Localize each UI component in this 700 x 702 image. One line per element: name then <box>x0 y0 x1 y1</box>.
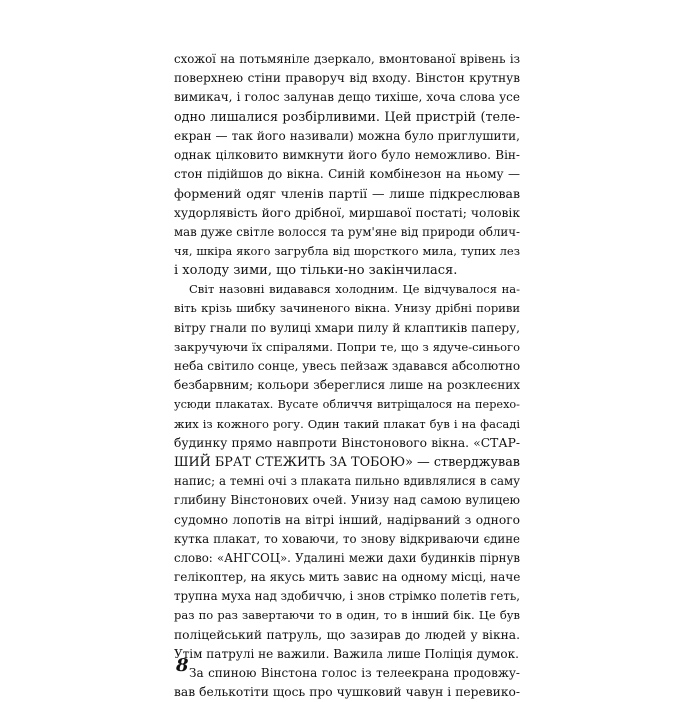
text-line: жих із кожного рогу. Один такий плакат був і на фасаді <box>174 416 520 431</box>
text-line: худорлявість його дрібної, миршавої постаті; чоловік <box>174 205 520 220</box>
text-line: раз по раз завертаючи то в один, то в інший бік. Це був <box>174 608 520 623</box>
text-line: безбарвним; кольори збереглися лише на розклеєних <box>174 378 520 393</box>
text-line: кутка плакат, то ховаючи, то знову відкриваючи єдине <box>174 531 520 546</box>
page-number: 8 <box>176 655 189 676</box>
text-line: закручуючи їх спіралями. Попри те, що з ядуче-синього <box>174 339 520 354</box>
text-line: слово: «АНГСОЦ». Удалині межи дахи будинків пірнув <box>174 550 520 565</box>
text-line: Утім патрулі не важили. Важила лише Поліція думок. <box>174 646 519 661</box>
text-line: поверхнею стіни праворуч від входу. Вінстон крутнув <box>174 71 520 86</box>
text-line: глибину Вінстонових очей. Унизу над самою вулицею <box>174 493 520 508</box>
text-line: За спиною Вінстона голос із телеекрана продовжу- <box>189 666 520 680</box>
text-line: екран — так його називали) можна було приглушити, <box>174 128 520 143</box>
text-line: мав дуже світле волосся та рум'яне від природи облич- <box>174 224 520 239</box>
text-line: і холоду зими, що тільки-но закінчилася. <box>174 263 458 279</box>
text-line: Світ назовні видавався холодним. Це відчувалося на- <box>189 282 520 297</box>
text-line: віть крізь шибку зачиненого вікна. Унизу дрібні пориви <box>174 301 520 316</box>
text-line: чя, шкіра якого загрубла від шорсткого мила, тупих лез <box>174 243 520 258</box>
text-line: стон підійшов до вікна. Синій комбінезон на ньому — <box>174 167 520 182</box>
text-line: ШИЙ БРАТ СТЕЖИТЬ ЗА ТОБОЮ» — стверджував <box>174 454 520 470</box>
text-line: поліцейський патруль, що зазирав до людей у вікна. <box>174 627 520 642</box>
text-line: трупна муха над здобиччю, і знов стрімко полетів геть, <box>174 589 520 604</box>
text-line: судомно лопотів на вітрі інший, надірваний з одного <box>174 512 520 527</box>
text-line: усюди плакатах. Вусате обличчя витріщалося на перехо- <box>174 398 520 412</box>
text-line: схожої на потьмяніле дзеркало, вмонтованої врівень із <box>174 52 520 66</box>
text-line: вимикач, і голос залунав дещо тихіше, хоча слова усе <box>174 90 520 105</box>
text-line: вітру гнали по вулиці хмари пилу й клаптиків паперу, <box>174 320 520 335</box>
text-line: будинку прямо навпроти Вінстонового вікна. «СТАР- <box>174 435 520 450</box>
text-line: вав белькотіти щось про чушковий чавун і перевико- <box>174 685 520 700</box>
text-line: неба світило сонце, увесь пейзаж здавався абсолютно <box>174 359 521 373</box>
text-line: однак цілковито вимкнути його було неможливо. Він- <box>174 147 520 162</box>
body-text <box>174 50 520 702</box>
text-line: гелікоптер, на якусь мить завис на одному місці, наче <box>174 570 521 585</box>
text-line: одно лишалися розбірливими. Цей пристрій (теле- <box>174 109 520 125</box>
text-line: формений одяг членів партії — лише підкреслював <box>174 186 520 202</box>
text-line: напис; а темні очі з плаката пильно вдивлялися в саму <box>174 474 520 489</box>
